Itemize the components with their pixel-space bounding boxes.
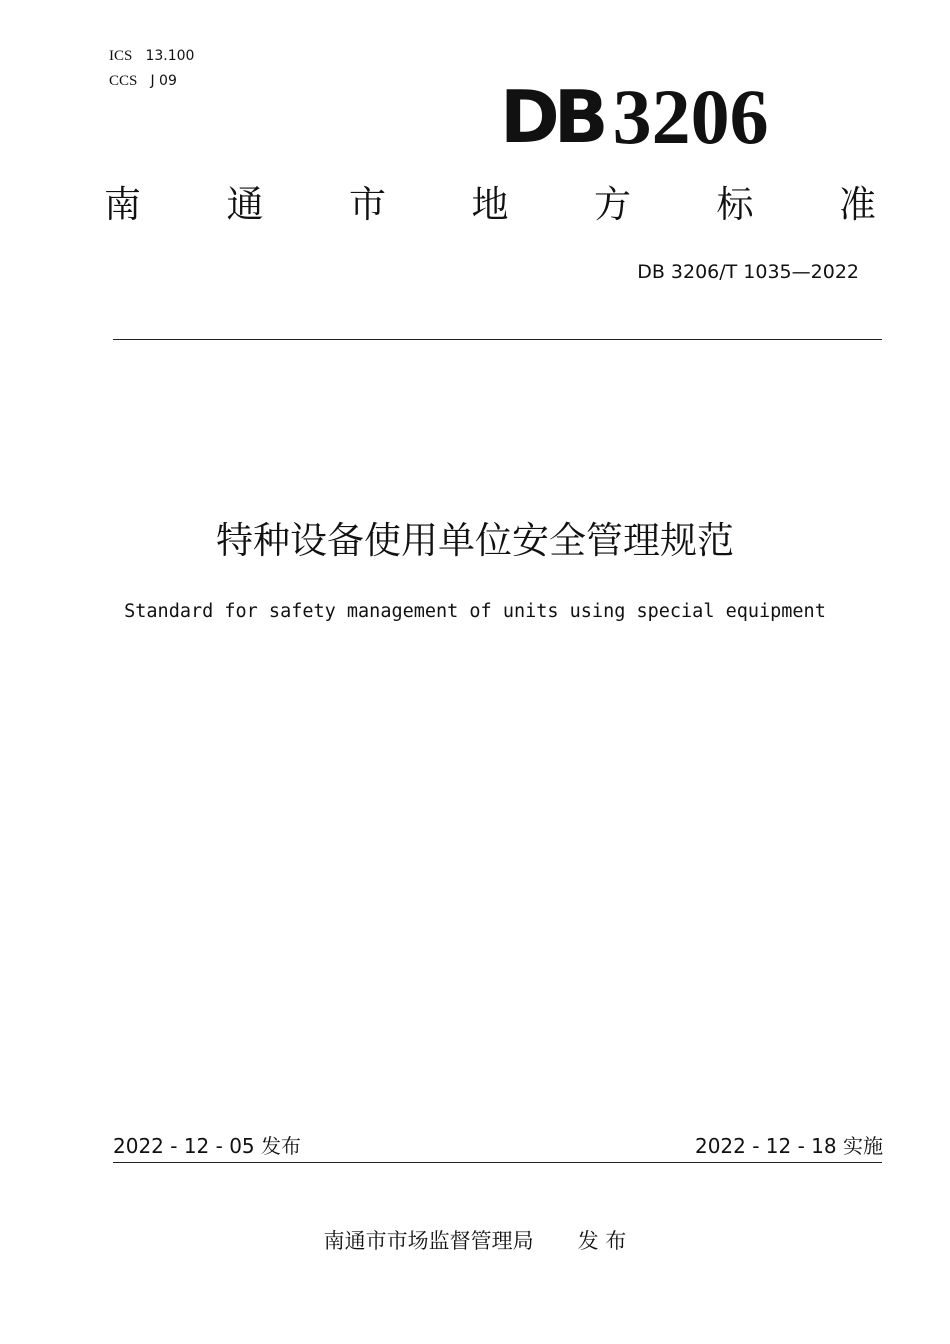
standard-type-char: 方 xyxy=(594,183,631,226)
classification-block xyxy=(109,45,194,90)
logo-region-code: 3206 xyxy=(612,73,769,160)
standard-logo xyxy=(500,73,769,160)
ccs-row xyxy=(109,70,194,90)
standard-type-char: 通 xyxy=(226,183,264,226)
issuer-action: 发 布 xyxy=(577,1229,627,1253)
footer-divider xyxy=(113,1162,882,1163)
ccs-value: J 09 xyxy=(150,73,177,89)
issuer-name: 南通市市场监督管理局 xyxy=(323,1229,534,1253)
ics-row xyxy=(109,45,194,65)
standard-type-char: 南 xyxy=(104,183,141,226)
effective-date: 2022 - 12 - 18 实施 xyxy=(694,1134,883,1158)
ccs-label: CCS xyxy=(109,73,138,89)
publish-date: 2022 - 12 - 05 发布 xyxy=(113,1134,302,1158)
issuer-line xyxy=(0,1226,950,1256)
standard-type-char: 市 xyxy=(349,183,386,226)
standard-type-char: 地 xyxy=(471,183,509,226)
document-title-english: Standard for safety management of units using special equipment xyxy=(124,601,826,622)
standard-type-char: 标 xyxy=(716,183,754,226)
ics-value: 13.100 xyxy=(145,48,195,64)
document-title-chinese: 特种设备使用单位安全管理规范 xyxy=(216,519,734,562)
standard-type-heading xyxy=(104,182,876,228)
standard-number: DB 3206/T 1035—2022 xyxy=(637,261,859,283)
ics-label: ICS xyxy=(109,48,133,64)
header-divider xyxy=(113,339,882,340)
logo-db-prefix: DB xyxy=(500,75,603,159)
standard-type-char: 准 xyxy=(839,183,876,226)
